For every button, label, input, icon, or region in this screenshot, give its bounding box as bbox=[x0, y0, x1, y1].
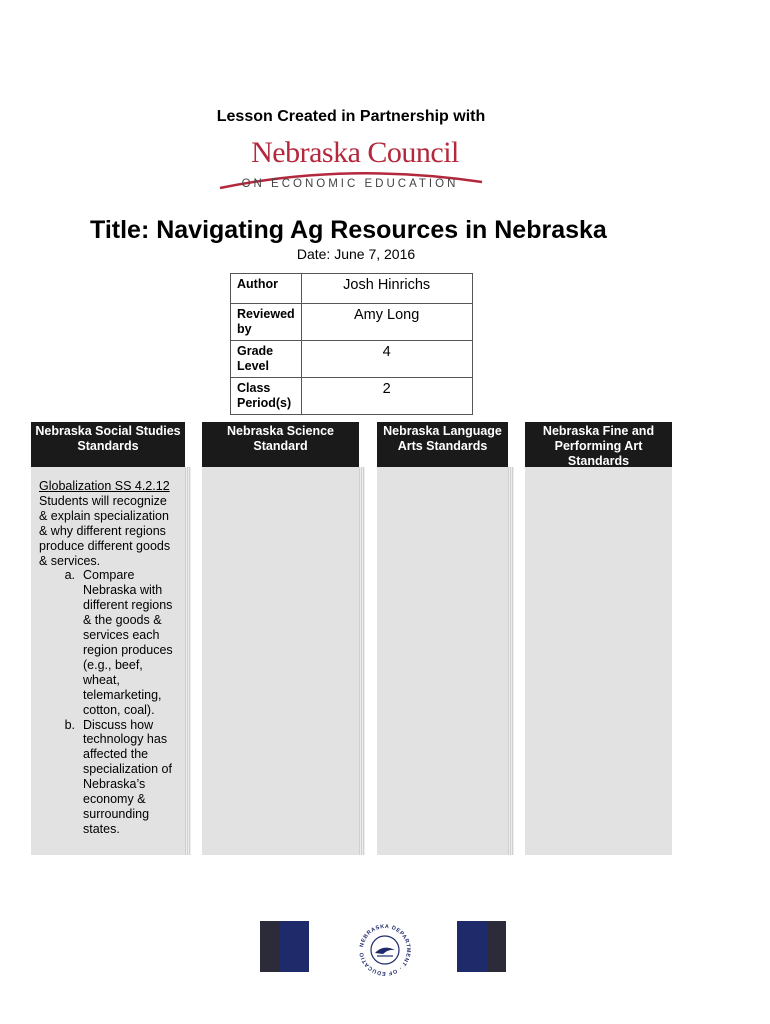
meta-label: Author bbox=[231, 274, 302, 304]
fine-arts-column bbox=[525, 422, 672, 855]
meta-label: Reviewed by bbox=[231, 304, 302, 341]
standard-code: Globalization SS 4.2.12 bbox=[39, 479, 170, 493]
partnership-heading: Lesson Created in Partnership with bbox=[216, 108, 486, 125]
language-arts-column bbox=[377, 422, 508, 855]
fine-arts-content bbox=[525, 467, 672, 855]
list-marker: b. bbox=[64, 717, 75, 732]
meta-value: Amy Long bbox=[301, 304, 472, 341]
meta-value: 4 bbox=[301, 341, 472, 378]
meta-row-author bbox=[231, 274, 473, 304]
column-header: Nebraska Language Arts Standards bbox=[377, 422, 508, 467]
standard-intro: Students will recognize & explain specialization & why different regions produce different goods & services. bbox=[39, 493, 171, 568]
footer-bar-right bbox=[457, 921, 506, 972]
meta-value: 2 bbox=[301, 378, 472, 415]
column-divider bbox=[508, 467, 514, 855]
list-text: Discuss how technology has affected the specialization of Nebraska’s economy & surrounding states. bbox=[83, 717, 172, 836]
science-content bbox=[202, 467, 359, 855]
column-header: Nebraska Social Studies Standards bbox=[31, 422, 185, 467]
svg-text:NEBRASKA DEPARTMENT · OF EDUCA: NEBRASKA DEPARTMENT · OF EDUCATIO bbox=[359, 923, 412, 977]
lesson-date: Date: June 7, 2016 bbox=[296, 246, 416, 262]
logo-name: Nebraska Council bbox=[251, 136, 459, 169]
meta-row-reviewed bbox=[231, 304, 473, 341]
meta-label: Grade Level bbox=[231, 341, 302, 378]
list-item bbox=[39, 568, 177, 717]
list-marker: a. bbox=[64, 568, 75, 583]
social-studies-content bbox=[31, 467, 185, 855]
meta-row-period bbox=[231, 378, 473, 415]
nebraska-council-logo bbox=[218, 136, 484, 196]
logo-subtitle: ON ECONOMIC EDUCATION bbox=[241, 178, 459, 190]
meta-value: Josh Hinrichs bbox=[301, 274, 472, 304]
column-divider bbox=[185, 467, 191, 855]
lesson-title: Title: Navigating Ag Resources in Nebraska bbox=[90, 216, 607, 244]
column-header: Nebraska Science Standard bbox=[202, 422, 359, 467]
language-arts-content bbox=[377, 467, 508, 855]
lesson-meta-table bbox=[230, 273, 473, 415]
footer-bar-left bbox=[260, 921, 309, 972]
meta-label: Class Period(s) bbox=[231, 378, 302, 415]
column-divider bbox=[359, 467, 365, 855]
social-studies-column bbox=[31, 422, 185, 855]
department-of-education-seal bbox=[355, 920, 415, 980]
column-header: Nebraska Fine and Performing Art Standards bbox=[525, 422, 672, 467]
science-column bbox=[202, 422, 359, 855]
meta-row-grade bbox=[231, 341, 473, 378]
list-item bbox=[39, 718, 177, 837]
list-text: Compare Nebraska with different regions & the goods & services each region produces (e.g., beef, wheat, telemarketing, cotton, coal). bbox=[83, 568, 173, 717]
